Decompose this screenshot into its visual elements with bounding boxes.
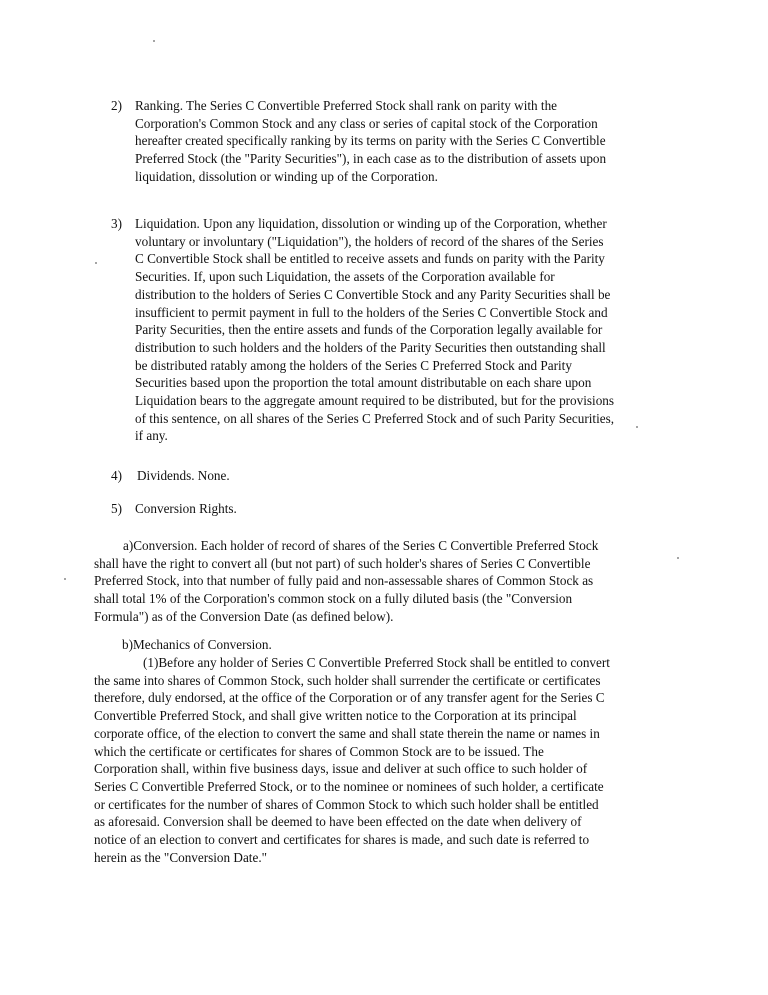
conversion-paragraph: a)Conversion. Each holder of record of shares of the Series C Convertible Preferred Stock shall have the right to convert all (but not part) of such holder's shares of Series C Convertible Preferred Stock, into that number of fully paid and non-assessable shares of Common Stock as shall total 1% of the Corporation's common stock on a fully diluted basis (the "Conversion Formula") as of the Conversion Date (as defined below). [94, 538, 599, 624]
section-3-number: 3) [111, 216, 122, 231]
section-4-number: 4) [111, 468, 122, 483]
scan-speck [636, 426, 638, 428]
section-5-number: 5) [111, 501, 122, 516]
mechanics-paragraph: (1)Before any holder of Series C Convertible Preferred Stock shall be entitled to convert the same into shares of Common Stock, such holder shall surrender the certificate or certificates therefore, duly endorsed, at the office of the Corporation or of any transfer agent for the Series C Convertible Preferred Stock, and shall give written notice to the Corporation at its principal corporate office, of the election to convert the same and shall state therein the name or names in which the certificate or certificates for shares of Common Stock are to be issued. The Corporation shall, within five business days, issue and deliver at such office to such holder of Series C Convertible Preferred Stock, or to the nominee or nominees of such holder, a certificate or certificates for the number of shares of Common Stock to which such holder shall be entitled as aforesaid. Conversion shall be deemed to have been effected on the date when delivery of notice of an election to convert and certificates for shares is made, and such date is referred to herein as the "Conversion Date." [94, 655, 610, 865]
scan-speck [153, 40, 155, 42]
mechanics-heading: b)Mechanics of Conversion. [122, 637, 272, 652]
section-2-ranking-text: Ranking. The Series C Convertible Preferred Stock shall rank on parity with the Corporation's Common Stock and any class or series of capital stock of the Corporation hereafter created specifically ranking by its terms on parity with the Series C Convertible Preferred Stock (the "Parity Securities"), in each case as to the distribution of assets upon liquidation, dissolution or winding up of the Corporation. [135, 98, 607, 184]
scan-speck [677, 557, 679, 559]
section-3-liquidation-text: Liquidation. Upon any liquidation, dissolution or winding up of the Corporation, whether voluntary or involuntary ("Liquidation"), the holders of record of the shares of the Series C Convertible Stock shall be entitled to receive assets and funds on parity with the Parity Securities. If, upon such Liquidation, the assets of the Corporation available for distribution to the holders of Series C Convertible Stock and any Parity Securities shall be insufficient to permit payment in full to the holders of the Series C Convertible Stock and Parity Securities, then the entire assets and funds of the Corporation legally available for distribution to such holders and the holders of the Parity Securities then outstanding shall be distributed ratably among the holders of the Series C Preferred Stock and Parity Securities based upon the proportion the total amount distributable on each share upon Liquidation bears to the aggregate amount required to be distributed, but for the provisions of this sentence, on all shares of the Series C Preferred Stock and of such Parity Securities, if any. [135, 216, 615, 444]
scan-speck [95, 262, 97, 264]
section-4-dividends-text: Dividends. None. [137, 468, 230, 483]
section-5-conversion-rights-text: Conversion Rights. [135, 501, 237, 516]
section-2-number: 2) [111, 98, 122, 113]
scan-speck [64, 578, 66, 580]
